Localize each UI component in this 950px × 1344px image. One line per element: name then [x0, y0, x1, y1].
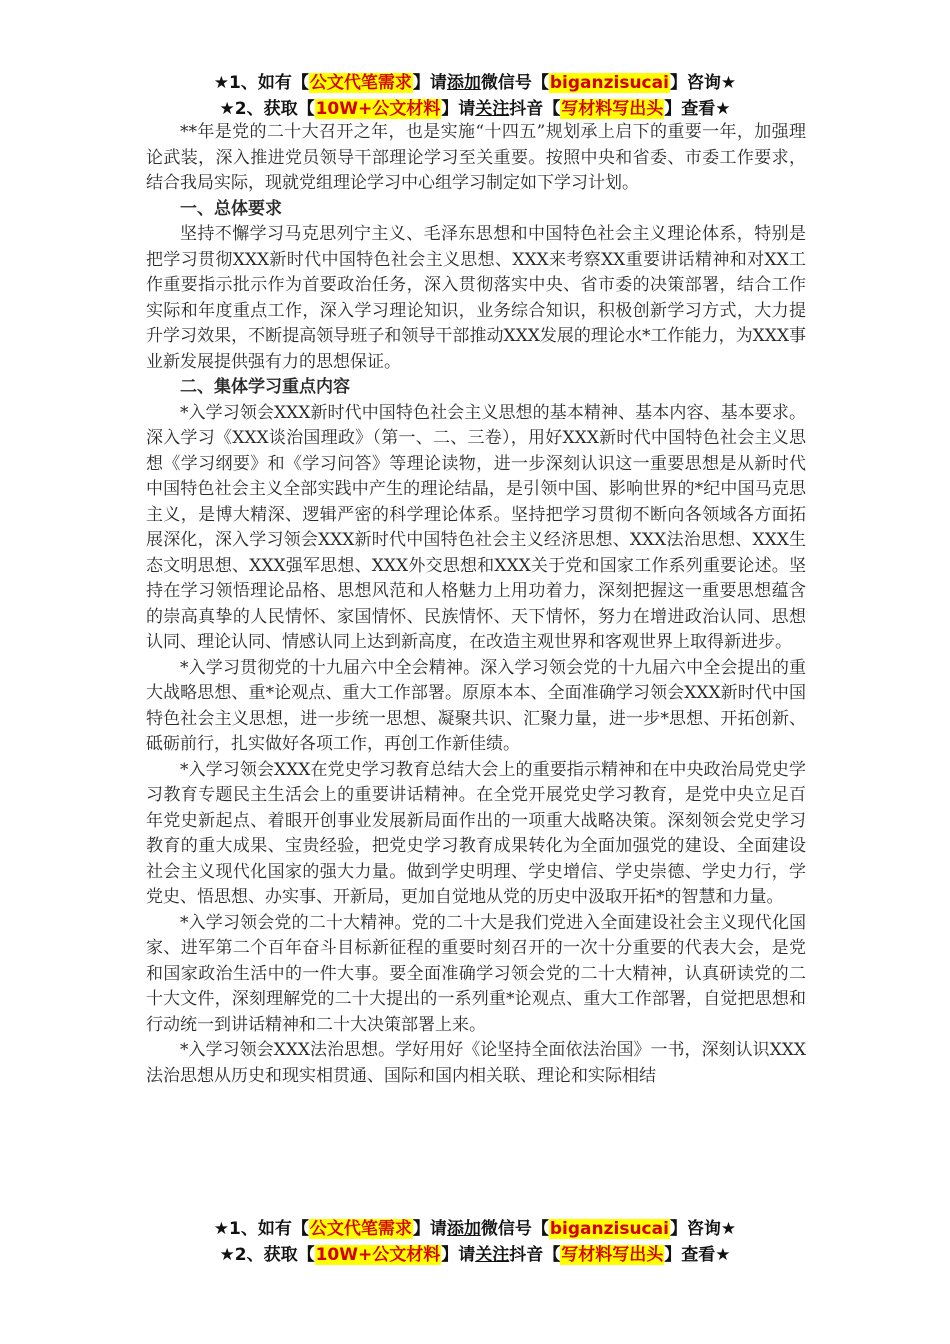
highlight-douyin-account: 写材料写出头 [561, 1245, 664, 1265]
highlight-materials: 10W+公文材料 [315, 99, 441, 119]
highlight-service: 公文代笔需求 [309, 73, 412, 93]
intro-paragraph: **年是党的二十大召开之年，也是实施“十四五”规划承上启下的重要一年，加强理论武装，深入推进党员领导干部理论学习至关重要。按照中央和省委、市委工作要求，结合我局实际，现就党组理论学习中心组学习制定如下学习计划。 [146, 122, 806, 193]
footer-promo [0, 1216, 950, 1268]
header-promo-line-1: ★1、如有【公文代笔需求】请添加微信号【biganzisucai】咨询★ [213, 73, 737, 93]
section-1-paragraph: 坚持不懈学习马克思列宁主义、毛泽东思想和中国特色社会主义理论体系，特别是把学习贯彻XXX新时代中国特色社会主义思想、XXX来考察XX重要讲话精神和对XX工作重要指示批示作为首要政治任务，深入贯彻落实中央、省市委的决策部署，结合工作实际和年度重点工作，深入学习理论知识，业务综合知识，积极创新学习方式，大力提升学习效果，不断提高领导班子和领导干部推动XXX发展的理论水*工作能力，为XXX事业新发展提供强有力的思想保证。 [146, 224, 806, 372]
section-2-paragraph-4: *入学习领会党的二十大精神。党的二十大是我们党进入全面建设社会主义现代化国家、进军第二个百年奋斗目标新征程的重要时刻召开的一次十分重要的代表大会，是党和国家政治生活中的一件大事。要全面准确学习领会党的二十大精神，认真研读党的二十大文件，深刻理解党的二十大提出的一系列重*论观点、重大工作部署，自觉把思想和行动统一到讲话精神和二十大决策部署上来。 [146, 912, 806, 1035]
document-body [146, 120, 806, 1089]
section-2-paragraph-3: *入学习领会XXX在党史学习教育总结大会上的重要指示精神和在中央政治局党史学习教育专题民主生活会上的重要讲话精神。在全党开展党史学习教育，是党中央立足百年党史新起点、着眼开创事业发展新局面作出的一项重大战略决策。深刻领会党史学习教育的重大成果、宝贵经验，把党史学习教育成果转化为全面加强党的建设、全面建设社会主义现代化国家的强大力量。做到学史明理、学史增信、学史崇德、学史力行，学党史、悟思想、办实事、开新局，更加自觉地从党的历史中汲取开拓*的智慧和力量。 [146, 759, 806, 907]
highlight-douyin-account: 写材料写出头 [561, 99, 664, 119]
header-promo [0, 70, 950, 122]
section-2-paragraph-5: *入学习领会XXX法治思想。学好用好《论坚持全面依法治国》一书，深刻认识XXX法治思想从历史和现实相贯通、国际和国内相关联、理论和实际相结 [146, 1040, 806, 1086]
header-promo-line-2: ★2、获取【10W+公文材料】请关注抖音【写材料写出头】查看★ [219, 99, 731, 119]
highlight-materials: 10W+公文材料 [315, 1245, 441, 1265]
footer-promo-line-1: ★1、如有【公文代笔需求】请添加微信号【biganzisucai】咨询★ [213, 1219, 737, 1239]
section-heading-2: 二、集体学习重点内容 [180, 377, 350, 397]
highlight-wechat-id: biganzisucai [549, 73, 669, 93]
highlight-wechat-id: biganzisucai [549, 1219, 669, 1239]
footer-promo-line-2: ★2、获取【10W+公文材料】请关注抖音【写材料写出头】查看★ [219, 1245, 731, 1265]
section-2-paragraph-1: *入学习领会XXX新时代中国特色社会主义思想的基本精神、基本内容、基本要求。深入学习《XXX谈治国理政》（第一、二、三卷），用好XXX新时代中国特色社会主义思想《学习纲要》和《学习问答》等理论读物，进一步深刻认识这一重要思想是从新时代中国特色社会主义全部实践中产生的理论结晶，是引领中国、影响世界的*纪中国马克思主义，是博大精深、逻辑严密的科学理论体系。坚持把学习贯彻不断向各领域各方面拓展深化，深入学习领会XXX新时代中国特色社会主义经济思想、XXX法治思想、XXX生态文明思想、XXX强军思想、XXX外交思想和XXX关于党和国家工作系列重要论述。坚持在学习领悟理论品格、思想风范和人格魅力上用功着力，深刻把握这一重要思想蕴含的崇高真挚的人民情怀、家国情怀、民族情怀、天下情怀，努力在增进政治认同、思想认同、理论认同、情感认同上达到新高度，在改造主观世界和客观世界上取得新进步。 [146, 402, 806, 652]
section-heading-1: 一、总体要求 [180, 198, 282, 219]
section-2-paragraph-2: *入学习贯彻党的十九届六中全会精神。深入学习领会党的十九届六中全会提出的重大战略思想、重*论观点、重大工作部署。原原本本、全面准确学习领会XXX新时代中国特色社会主义思想，进一步统一思想、凝聚共识、汇聚力量，进一步*思想、开拓创新、砥砺前行，扎实做好各项工作，再创工作新佳绩。 [146, 657, 806, 754]
highlight-service: 公文代笔需求 [309, 1219, 412, 1239]
